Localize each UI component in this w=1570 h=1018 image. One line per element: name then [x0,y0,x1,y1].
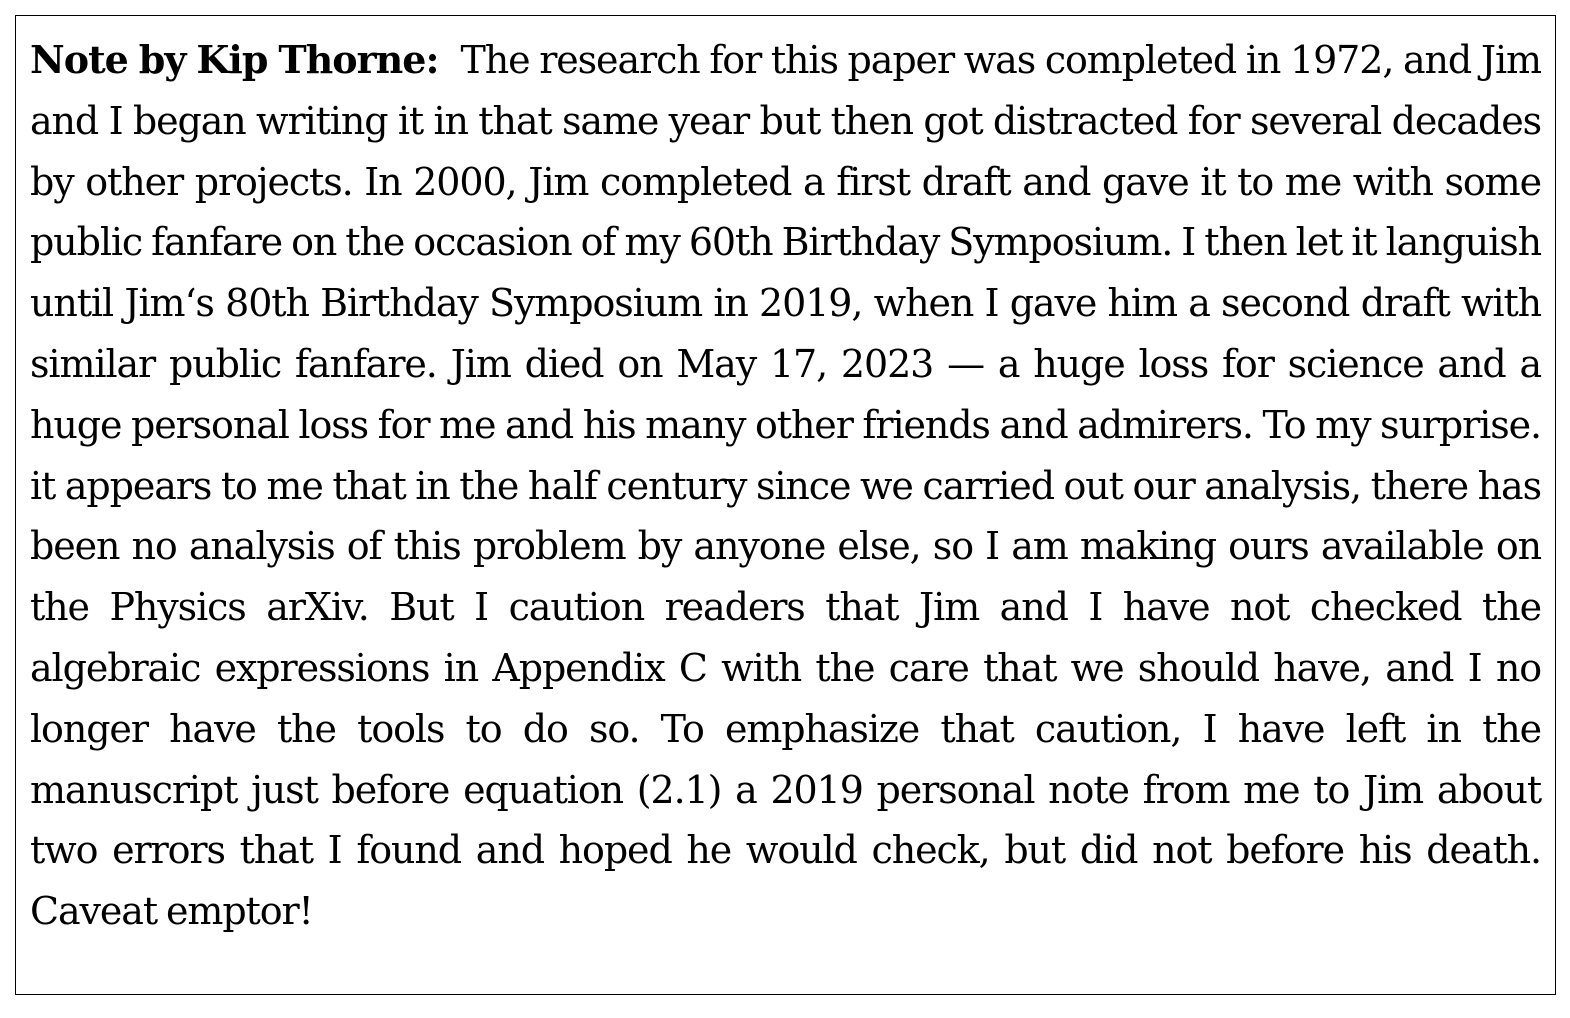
note-box [15,15,1556,995]
note-body: The research for this paper was completed in 1972, and Jim and I began writing it in that same year but then got distracted for several decades by other projects. In 2000, Jim completed a first draft and gave it to me with some public fanfare on the occasion of my 60th Birthday Symposium. I then let it languish until Jim‘s 80th Birthday Symposium in 2019, when I gave him a second draft with similar public fanfare. Jim died on May 17, 2023 — a huge loss for science and a huge personal loss for me and his many other friends and admirers. To my surprise. it appears to me that in the half century since we carried out our analysis, there has been no analysis of this problem by anyone else, so I am making ours available on the Physics arXiv. But I caution readers that Jim and I have not checked the algebraic expressions in Appendix C with the care that we should have, and I no longer have the tools to do so. To emphasize that caution, I have left in the manuscript just before equation (2.1) a 2019 personal note from me to Jim about two errors that I found and hoped he would check, but did not before his death. Caveat emptor! [30,38,1541,934]
note-paragraph [30,30,1541,942]
note-heading: Note by Kip Thorne: [30,37,439,82]
